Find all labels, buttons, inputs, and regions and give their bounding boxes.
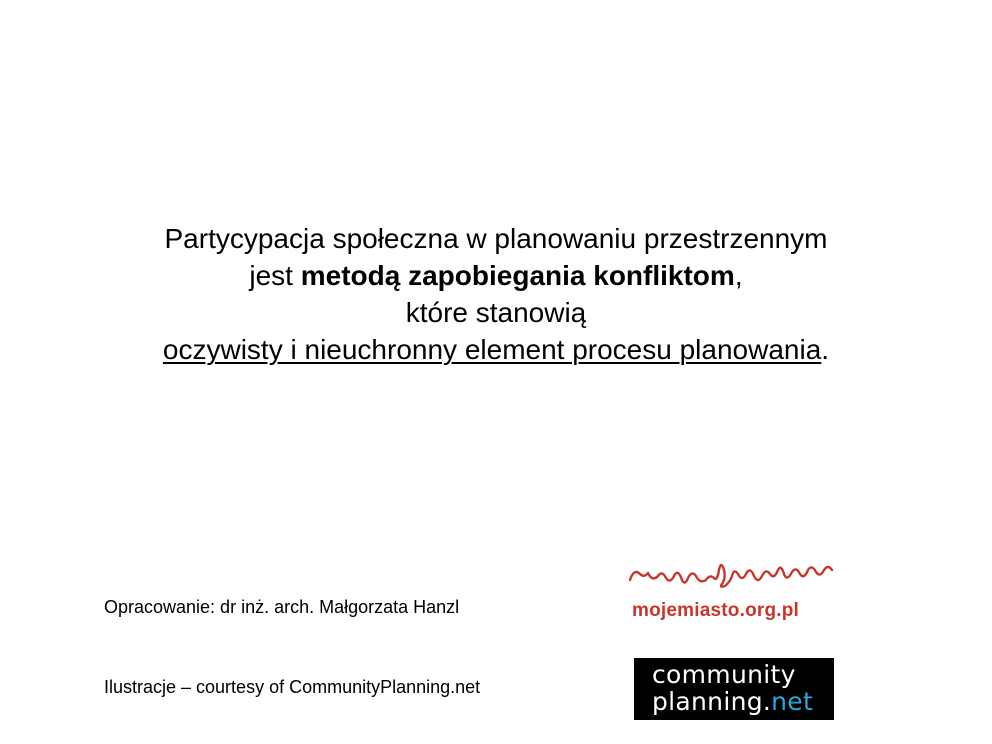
communityplanning-logo-planning: planning [652, 687, 763, 716]
statement-emphasis: metodą zapobiegania konfliktom [300, 260, 735, 291]
statement-line-2-suffix: , [734, 260, 743, 291]
communityplanning-logo-net: net [771, 687, 814, 716]
communityplanning-logo[interactable] [634, 658, 834, 720]
statement-line-4-suffix: . [821, 334, 830, 365]
statement-line-3: które stanowią [405, 297, 587, 328]
statement-line-1: Partycypacja społeczna w planowaniu przestrzennym [164, 223, 828, 254]
communityplanning-logo-word1: community [652, 660, 796, 689]
author-credit: Opracowanie: dr inż. arch. Małgorzata Hanzl [104, 597, 460, 617]
statement-line-2-prefix: jest [249, 260, 301, 291]
skyline-squiggle-icon [622, 556, 844, 596]
mojemiasto-logo[interactable] [622, 556, 844, 628]
communityplanning-logo-word2 [652, 689, 834, 714]
statement-underlined-phrase: oczywisty i nieuchronny element procesu planowania [162, 334, 822, 365]
statement-line-2 [60, 257, 932, 294]
communityplanning-logo-dot: . [762, 687, 772, 716]
illustrations-credit: Ilustracje – courtesy of CommunityPlanning.net [104, 677, 481, 697]
statement-line-4 [60, 331, 932, 368]
main-statement [60, 220, 932, 368]
mojemiasto-logo-text: mojemiasto.org.pl [632, 600, 800, 621]
